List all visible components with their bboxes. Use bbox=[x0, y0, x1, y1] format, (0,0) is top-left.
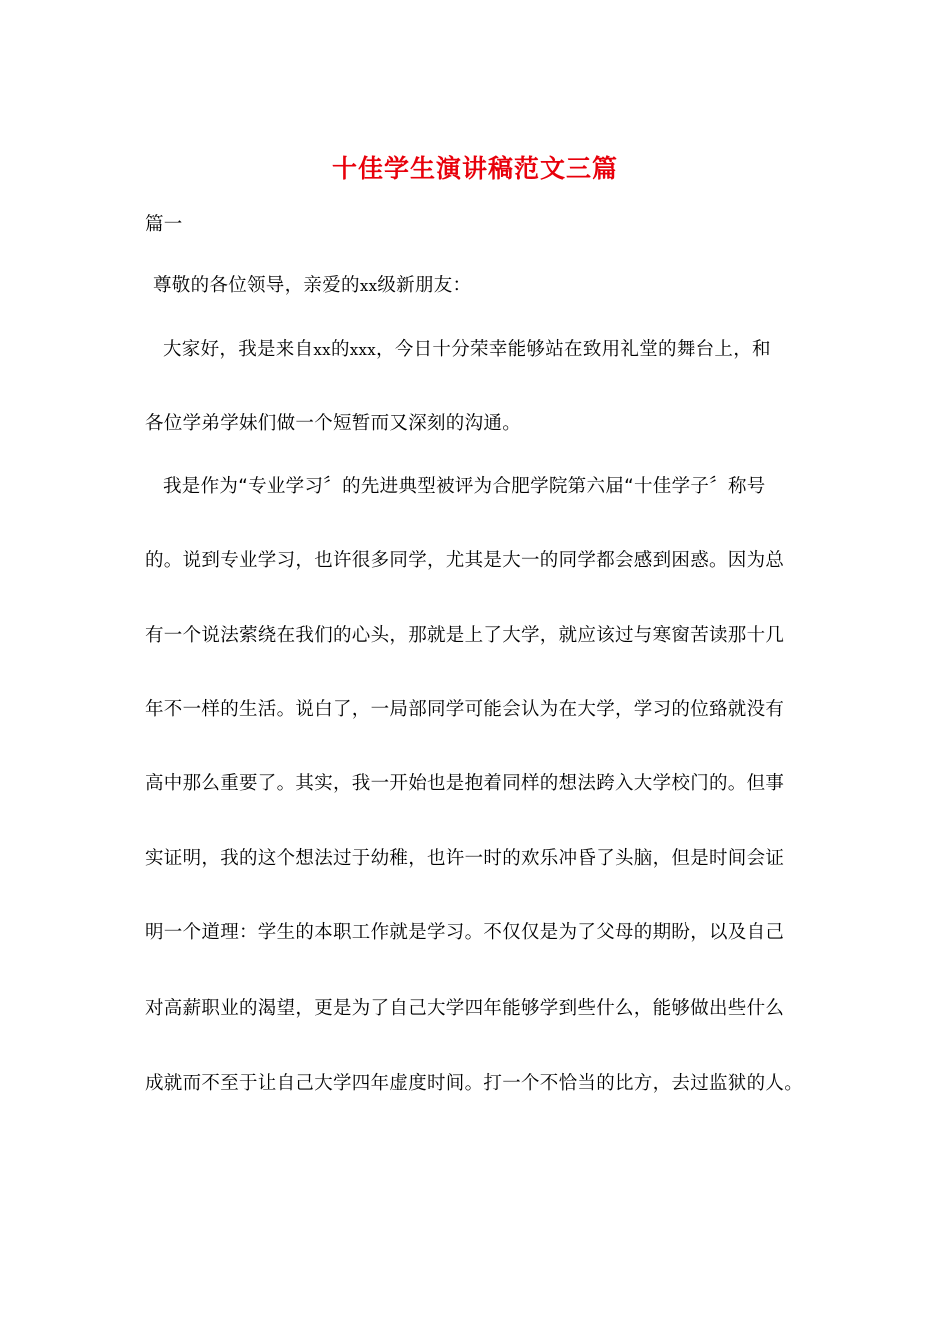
section-heading: 篇一 bbox=[145, 214, 183, 235]
intro-placeholder-xx: xx bbox=[313, 341, 331, 359]
body-line: 有一个说法萦绕在我们的心头，那就是上了大学，就应该过与寒窗苦读那十几 bbox=[145, 625, 785, 646]
body-line: 的。说到专业学习，也许很多同学，尤其是大一的同学都会感到困惑。因为总 bbox=[145, 550, 785, 571]
intro-line-1 bbox=[163, 337, 771, 363]
intro-text-de: 的 bbox=[330, 339, 350, 360]
body-line: 高中那么重要了。其实，我一开始也是抱着同样的想法跨入大学校门的。但事 bbox=[145, 773, 785, 794]
intro-text-end: ，今日十分荣幸能够站在致用礼堂的舞台上，和 bbox=[376, 339, 771, 360]
salutation-placeholder: xx bbox=[359, 277, 378, 295]
intro-line-2: 各位学弟学妹们做一个短暂而又深刻的沟通。 bbox=[145, 413, 522, 434]
salutation-text: 尊敬的各位领导，亲爱的 bbox=[153, 275, 360, 296]
body-line: 对高薪职业的渴望，更是为了自己大学四年能够学到些什么，能够做出些什么 bbox=[145, 998, 785, 1019]
body-line: 我是作为“专业学习〞的先进典型被评为合肥学院第六届“十佳学子〞称号 bbox=[163, 476, 766, 497]
body-line: 明一个道理：学生的本职工作就是学习。不仅仅是为了父母的期盼，以及自己 bbox=[145, 922, 785, 943]
salutation-text-end: 级新朋友： bbox=[377, 275, 472, 296]
intro-placeholder-xxx: xxx bbox=[349, 341, 377, 359]
body-line: 实证明，我的这个想法过于幼稚，也许一时的欢乐冲昏了头脑，但是时间会证 bbox=[145, 848, 785, 869]
body-line: 年不一样的生活。说白了，一局部同学可能会认为在大学，学习的位臵就没有 bbox=[145, 699, 785, 720]
document-title: 十佳学生演讲稿范文三篇 bbox=[331, 154, 618, 183]
salutation-line bbox=[153, 273, 471, 299]
intro-text: 大家好，我是来自 bbox=[163, 339, 314, 360]
body-line: 成就而不至于让自己大学四年虚度时间。打一个不恰当的比方，去过监狱的人。 bbox=[145, 1073, 804, 1094]
